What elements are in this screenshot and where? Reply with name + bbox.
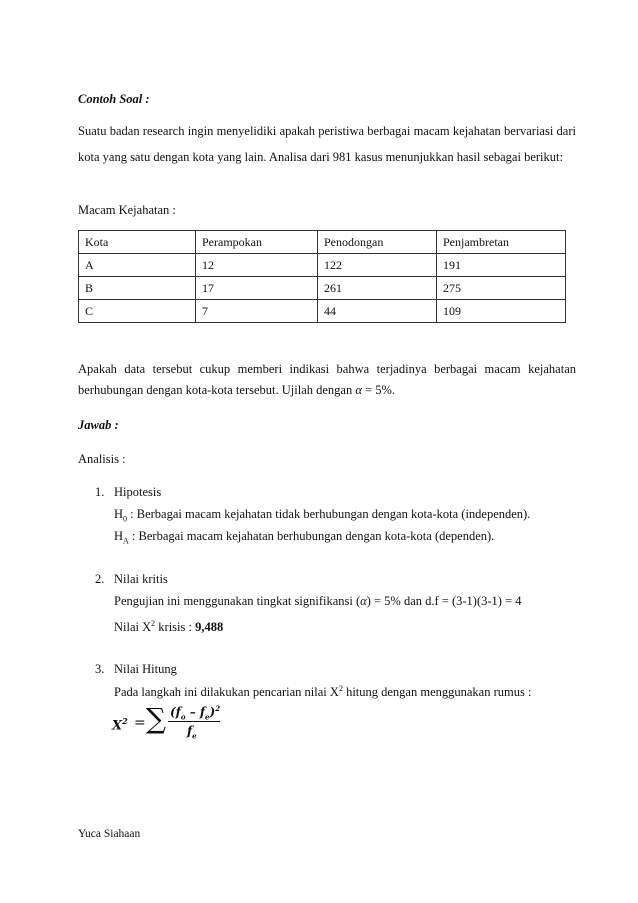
table-row xyxy=(79,277,566,300)
df-text: ) = 5% dan d.f = (3-1)(3-1) = 4 xyxy=(366,594,522,608)
intro-paragraph: Suatu badan research ingin menyelidiki apakah peristiwa berbagai macam kejahatan bervariasi dari kota yang satu dengan kota yang lain. Analisa dari 981 kasus menunjukkan hasil sebagai berikut: xyxy=(78,124,576,164)
table-cell: C xyxy=(79,300,196,323)
formula-lhs: $X^2$ xyxy=(112,716,128,734)
table-cell: 261 xyxy=(318,277,437,300)
fraction-bar xyxy=(168,721,220,722)
table-cell: 109 xyxy=(437,300,566,323)
footer-author: Yuca Siahaan xyxy=(78,828,141,840)
h0-text: : Berbagai macam kejahatan tidak berhubungan dengan kota-kota (independen). xyxy=(130,507,531,521)
question-text: berhubungan dengan kota-kota tersebut. Ujilah dengan xyxy=(78,383,353,397)
table-header-cell: Perampokan xyxy=(196,231,318,254)
table-row xyxy=(79,254,566,277)
table-cell: 7 xyxy=(196,300,318,323)
alpha-symbol: α xyxy=(360,594,367,608)
critical-value-line-2 xyxy=(114,619,223,635)
critical-value-line-1 xyxy=(114,594,522,609)
table-header-row xyxy=(79,231,566,254)
formula-numerator: $(f_o - f_e)^2$ xyxy=(170,704,221,722)
sigma-symbol: ∑ xyxy=(146,702,166,735)
table-header-cell: Penodongan xyxy=(318,231,437,254)
step-title-nilai-kritis: Nilai kritis xyxy=(114,572,168,586)
step-number: 2. xyxy=(95,572,105,586)
table-cell: 44 xyxy=(318,300,437,323)
calc-text-end: hitung dengan menggunakan rumus : xyxy=(342,685,532,700)
page-title: Contoh Soal : xyxy=(78,92,150,106)
critical-label: krisis : xyxy=(155,620,196,635)
significance-text: Pengujian ini menggunakan tingkat signifikansi ( xyxy=(114,594,361,608)
crime-table xyxy=(78,230,566,323)
step-title-nilai-hitung: Nilai Hitung xyxy=(114,662,177,676)
table-cell: 12 xyxy=(196,254,318,277)
ha-subscript: A xyxy=(123,536,129,546)
table-label: Macam Kejahatan : xyxy=(78,203,176,217)
step-number: 1. xyxy=(95,485,105,499)
chi-superscript: 2 xyxy=(338,684,343,693)
calculation-intro xyxy=(114,684,531,700)
table-cell: 275 xyxy=(437,277,566,300)
step-title-hipotesis: Hipotesis xyxy=(114,485,162,499)
table-cell: B xyxy=(79,277,196,300)
table-cell: 17 xyxy=(196,277,318,300)
formula-equals: = xyxy=(134,715,146,731)
alpha-symbol: α xyxy=(355,383,362,397)
formula-denominator: $f_e$ xyxy=(187,724,197,741)
answer-title: Jawab : xyxy=(78,418,119,432)
table-cell: 191 xyxy=(437,254,566,277)
step-number: 3. xyxy=(95,662,105,676)
table-header-cell: Penjambretan xyxy=(437,231,566,254)
table-row xyxy=(79,300,566,323)
question-alpha-value: = 5%. xyxy=(365,383,395,397)
h0-subscript: 0 xyxy=(123,514,128,524)
question-line-1: Apakah data tersebut cukup memberi indikasi bahwa terjadinya berbagai macam kejahatan xyxy=(78,362,576,376)
ha-text: : Berbagai macam kejahatan berhubungan dengan kota-kota (dependen). xyxy=(131,529,495,543)
question-line-2 xyxy=(78,383,395,398)
table-cell: 122 xyxy=(318,254,437,277)
h0-label: H xyxy=(114,507,124,521)
critical-value: 9,488 xyxy=(195,620,224,635)
table-cell: A xyxy=(79,254,196,277)
hypothesis-h0 xyxy=(114,507,530,524)
calc-text: Pada langkah ini dilakukan pencarian nilai X xyxy=(114,685,339,700)
ha-label: H xyxy=(114,529,124,543)
chi-superscript: 2 xyxy=(151,619,156,628)
chi-label: Nilai X xyxy=(114,620,152,635)
analysis-label: Analisis : xyxy=(78,452,126,466)
table-header-cell: Kota xyxy=(79,231,196,254)
hypothesis-ha xyxy=(114,529,494,546)
